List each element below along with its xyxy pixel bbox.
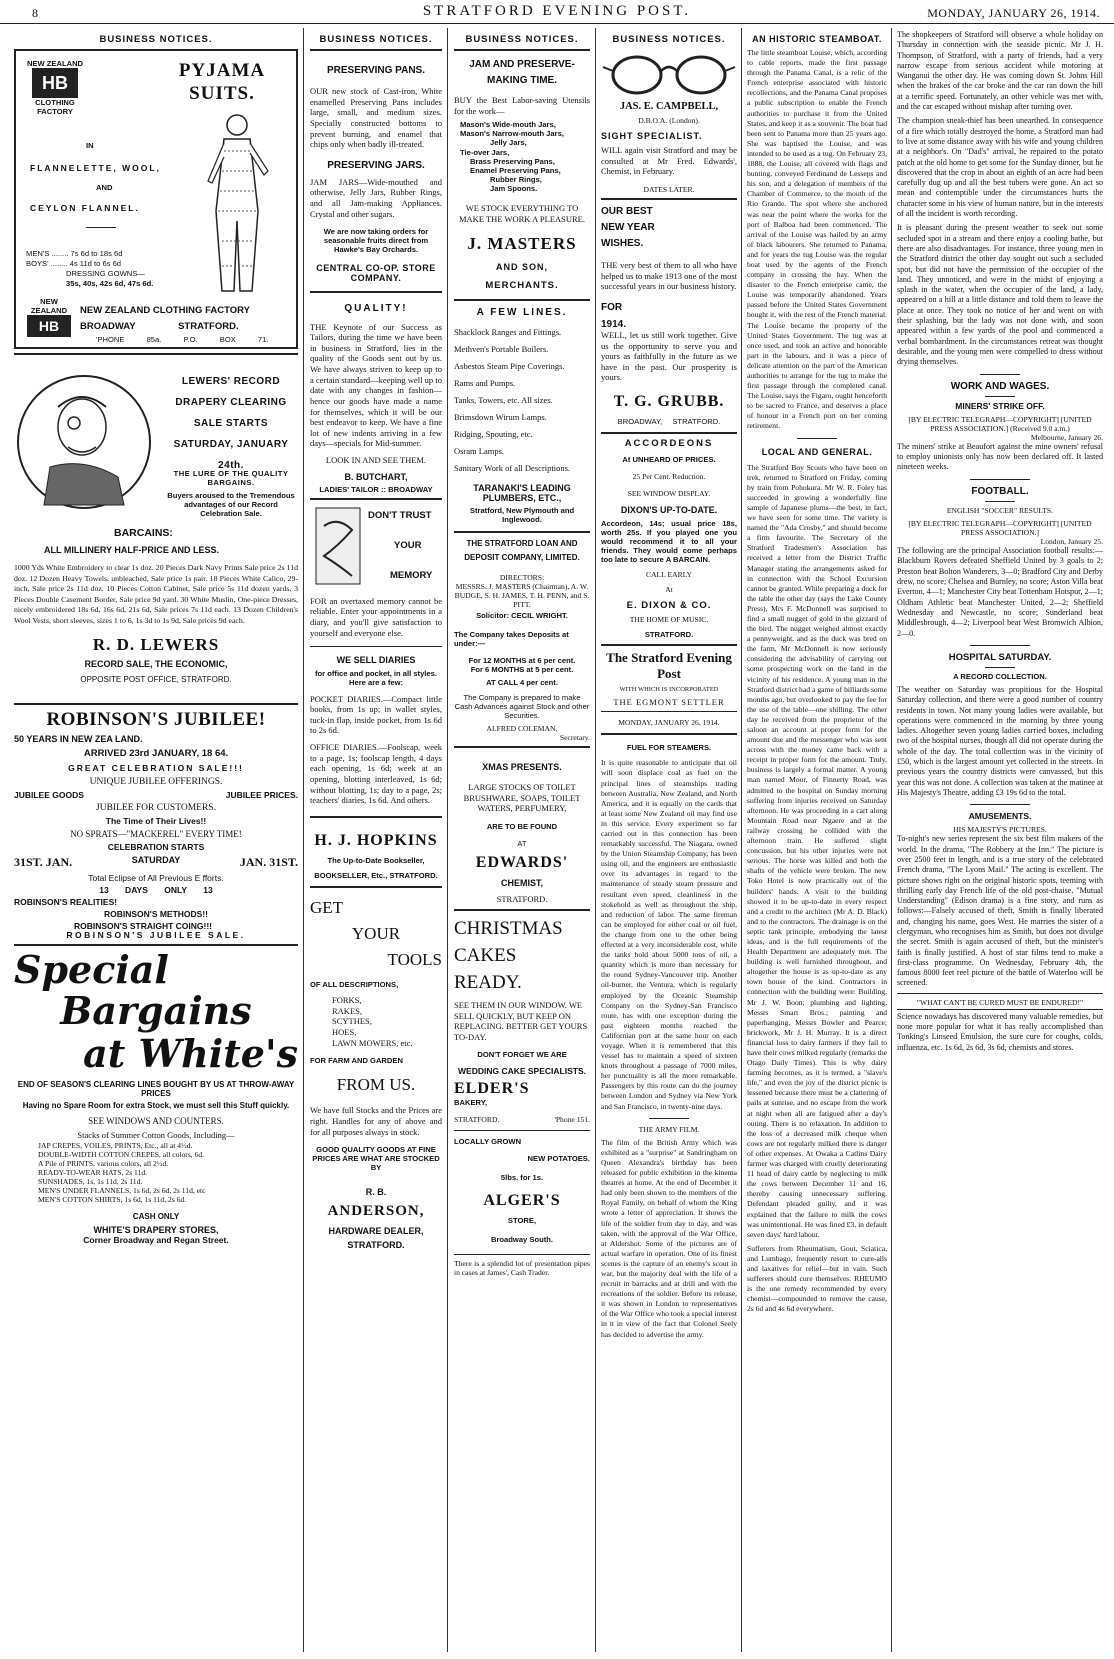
trust-line: MEMORY xyxy=(390,569,433,581)
taranaki-address: Stratford, New Plymouth and Inglewood. xyxy=(469,506,575,525)
pyjama-address: BROADWAY STRATFORD. xyxy=(80,321,239,332)
new-potatoes: NEW POTATOES. xyxy=(527,1153,590,1163)
anderson-name: ANDERSON, xyxy=(327,1202,425,1219)
section-rule xyxy=(985,396,1015,397)
elder-bakery: BAKERY, xyxy=(454,1097,488,1107)
masthead-date: MONDAY, JANUARY 26, 1914. xyxy=(927,6,1100,20)
section-rule xyxy=(970,479,1030,480)
hb-logo xyxy=(24,59,86,116)
robinson-years: 50 YEARS IN NEW ZEA LAND. xyxy=(14,734,143,744)
tool-item: FORKS, xyxy=(332,995,362,1006)
robinson-line: SATURDAY xyxy=(131,855,181,865)
column-3 xyxy=(454,28,590,1652)
work-wages-title: WORK AND WAGES. xyxy=(950,380,1050,392)
section-rule xyxy=(310,291,442,293)
forget-text: DON'T FORGET WE ARE xyxy=(477,1050,567,1060)
tools-your: YOUR xyxy=(351,924,401,943)
section-rule xyxy=(454,49,590,51)
tools-of-all: OF ALL DESCRIPTIONS, xyxy=(310,980,399,989)
divider xyxy=(86,227,116,228)
column-rule xyxy=(741,28,742,1652)
alger-address: Broadway South. xyxy=(490,1235,554,1245)
jam-item: Jelly Jars, xyxy=(490,138,527,148)
robinson-advert xyxy=(14,709,298,931)
deposits-intro: The Company takes Deposits at under:— xyxy=(454,630,569,649)
at-text: AT xyxy=(517,839,527,849)
edwards-name: EDWARDS' xyxy=(475,854,569,872)
section-rule xyxy=(649,1118,689,1119)
miners-telegraph: [BY ELECTRIC TELEGRAPH—COPYRIGHT] [UNITED PRESS ASSOCIATION.] (Received 9.0 a.m.) xyxy=(908,414,1092,433)
jam-item: Enamel Preserving Pans, xyxy=(470,165,561,175)
whites-line2: Having no Spare Room for extra Stock, we must sell this Stuff quickly. xyxy=(22,1101,290,1110)
sight-specialist: SIGHT SPECIALIST. xyxy=(601,131,703,142)
section-rule xyxy=(454,746,590,748)
section-rule xyxy=(797,438,837,439)
lewers-buyers: Buyers aroused to the Tremendous advantages of our Record Celebration Sale. xyxy=(167,491,295,518)
soccer-telegraph: [BY ELECTRIC TELEGRAPH—COPYRIGHT] [UNITED PRESS ASSOCIATION.] xyxy=(908,518,1092,537)
robinson-line: JAN. 31ST. xyxy=(239,855,298,869)
robinson-line: ROBINSON'S STRAIGHT COING!!! xyxy=(74,921,213,931)
jam-item: Brass Preserving Pans, xyxy=(470,156,555,166)
post-title: The Stratford Evening Post xyxy=(606,649,732,681)
orders-text: We are now taking orders for seasonable fruits direct from Hawke's Bay Orchards. xyxy=(323,227,429,255)
section-rule xyxy=(985,501,1015,502)
column-rule xyxy=(303,28,304,1652)
section-rule xyxy=(601,198,737,200)
grubb-address: BROADWAY, STRATFORD. xyxy=(617,417,721,427)
quality-title: QUALITY! xyxy=(344,302,408,314)
local-general-title: LOCAL AND GENERAL. xyxy=(761,446,873,457)
lewers-sub: RECORD SALE, THE ECONOMIC, xyxy=(84,659,228,669)
robinson-line: JUBILEE PRICES. xyxy=(225,790,298,800)
window-text: SEE THEM IN OUR WINDOW. WE SELL QUICKLY, BUT KEEP ON REPLACING. BETTER GET YOURS TO-DAY. xyxy=(454,999,588,1042)
lewers-barcains: BARCAINS: xyxy=(114,527,173,539)
whites-item: Stacks of Summer Cotton Goods, Including— xyxy=(77,1130,235,1140)
section-rule xyxy=(454,1254,590,1255)
section-rule xyxy=(601,432,737,434)
well-body: WELL, let us still work together. Give us the opportunity to serve you and yours as faithfully in the future as we have in the past. Our prosperity is yours. xyxy=(601,329,737,383)
pans-body: OUR new stock of Cast-iron, White enamelled Preserving Pans includes large, small, and medium sizes. Specially constructed bottoms to prevent burning, and enamel that chips only when badly ill-treated. xyxy=(310,86,442,150)
pyjama-gowns: DRESSING GOWNS— xyxy=(66,269,145,278)
hospital-body: The weather on Saturday was propitious for the Hospital Saturday collection, and there were a good number of country residents in town. Not many young ladies were available, but operations were commenced in the morning by three young ladies. Altogether seven young ladies carried boxes, including two of the hospital nurses, though all did not operate during the whole of the day. The total collection was in the vicinity of £50, which is the largest amount yet collected in the streets. In previous years the country districts were canvassed, but this year this was not done. A collection was taken at the matinee at His Majesty's Theatre, adding £3 19s 6d to the total. xyxy=(897,684,1103,797)
from-us: FROM US. xyxy=(336,1075,416,1095)
tools-tools: TOOLS xyxy=(387,950,442,969)
anderson-trade: HARDWARE DEALER, xyxy=(328,1225,424,1236)
section-rule xyxy=(897,993,1103,994)
elder-phone: 'Phone 151. xyxy=(554,1114,590,1124)
section-rule xyxy=(897,1009,1103,1010)
cakes-line: CAKES xyxy=(454,944,517,966)
pyjama-and: AND xyxy=(96,183,113,192)
alger-store: STORE, xyxy=(507,1216,537,1226)
toilet-stocks: LARGE STOCKS OF TOILET BRUSHWARE, SOAPS, TOILET WATERS, PERFUMERY, xyxy=(463,782,581,814)
column-header: BUSINESS NOTICES. xyxy=(612,34,726,45)
robinson-line: ROBINSON'S REALITIES! xyxy=(14,897,118,907)
diaries-sub: for office and pocket, in all styles. Here are a few: xyxy=(315,669,437,688)
jam-item: Tie-over Jars, xyxy=(460,147,510,157)
post-settler: THE EGMONT SETTLER xyxy=(613,696,725,707)
whites-address: Corner Broadway and Regan Street. xyxy=(83,1235,229,1246)
elder-name: ELDER'S xyxy=(454,1079,530,1097)
local-general-body: The Stratford Boy Scouts who have been on trek, returned to Stratford on Friday, coming by train from Pohokura. Mr W. R. Foley has succeeded in growing a wonderfully fine sample of Japanese plums—the best, in fact, we have seen for some time. The variety is named the "Ada Crosby," and should become a firm favourite. The Secretary of the Stratford Tradesmen's Association has received a letter from the District Traffic Manager stating the arrangements asked for in connection with the School Excursion cannot be granted. While preparing a duck for the table the other day (says the Lake County Press), Mrs F. McDonnell was surprised to find a small nugget of gold in the gizzard of the bird. The nugget weighed almost exactly a pennyweight, and as the duck was bred on the farm, Mr McDonnell is now seriously considering the advisability of carrying out some prospecting work on the land in the vicinity of his residence. A young man in the Stratford district had a game of billiards some months ago, but overlooked to pay the fee for the use of the table—one shilling. The other day he received from the proprietor of the saloon an account at proper form for the amount due and the messenger who was sent across with the money came back with a receipt in proper form for the amount. Truly, business is largely a formal matter. A young man named Moor, of Finnerty Road, was admitted to the hospital on Sunday morning suffering from injuries received on Saturday afternoon. He was proceeding in a cart along Mountain Road near Ngaere and at the railway crossing he collided with the afternoon train. He suffered slight concussion, but his other injuries were not serious. The horse was killed and both the shafts of the vehicle were broken. The new Toko Hotel is now practically out of the builders' hands. A visit to the building showed it to be up-to-date in every respect and a credit to the architect (Mr A. D. Black) and to the contractors. The drainage is on the septic tank principle, embodying the latest ideas, and is the full requirements of the Health Department are adequately met. The building is well furnished throughout, and altogether the house is as up-to-date as any town house of the kind. Contractors in connection with the building were: Building, Mr J. W. Boon; plumbing and lighting, Messrs Smart Bros.; painting and paperhanging, Messrs Bowler and Pearce; brickwork, Mr J. H. Murray. It is a direct financial loss to dairy farmers if they fail to have their cows milked regularly (remarks the Otago Daily Times). This is why dairy farming becomes, as it is termed, a "slave's life," and even the joy of the district picnic is lessened because there must be a clattering of pails at sunrise, and no escape from the work at night when all are fatigued after a day's outing. There is no relaxation. In addition to the loss of a decreased milk cheque when cows are not regularly milked there is danger of other expenses. At Owaka a Catlins Dairy farmer was charged with cruelly deteriorating 11 head of dairy cattle by neglecting to milk the cows between December 11 and 16, thereby causing unnecessary suffering. Defendant pleaded guilty, and it was explained that the failure to milk the cows was unintentional. He was fined £3, in default seven days' hard labour. xyxy=(747,462,887,1239)
shopkeepers-text: The shopkeepers of Stratford will observe a whole holiday on Thursday in connection with the seaside picnic. Mr J. H. Thompson, of Stratford, with a party of friends, had a very narrow escape from serious accident while motoring at Wanganui the other day. He was coming down St. Johns Hill when the brakes of the car broke and the car ran down the hill at a terrific speed. Fortunately, an other vehicle was met with, and the car escaped without mishap after turning over. xyxy=(897,30,1103,112)
column-header: BUSINESS NOTICES. xyxy=(99,34,213,45)
pyjama-advert xyxy=(14,49,298,349)
amusements-title: AMUSEMENTS. xyxy=(968,811,1032,822)
section-rule xyxy=(454,299,590,301)
spectacles-illustration xyxy=(601,49,737,99)
section-rule xyxy=(310,816,442,818)
jam-item: Jam Spoons. xyxy=(490,184,538,194)
masters-son: AND SON, xyxy=(495,262,548,273)
few-item: Asbestos Steam Pipe Coverings. xyxy=(454,361,565,372)
tools-good: GOOD QUALITY GOODS AT FINE PRICES ARE WHAT ARE STOCKED BY xyxy=(312,1145,440,1173)
pans-title: PRESERVING PANS. xyxy=(327,65,425,76)
hopkins-name: H. J. HOPKINS xyxy=(314,831,438,849)
whites-at: at White's xyxy=(83,1031,298,1076)
pleasant-text: It is pleasant during the present weather to seek out some secluded spot in a stream and there enjoy a cooling bathe, but there are also disadvantages. For instance, three young men in the Stratford district the other day sought out such a secluded spot, but did not have the permission of the occupier of the land. They unnoticed, and were in the midst of enjoying a splash in the water, when the occupier of the land, a lady, appeared on a hill at a little distance and told them to leave the place at once. They took no notice of her and went on with their splashing, but the lady was not done with, and soon appeared within a few yards of the pool and commenced a verbal bombardment. In the circumstances retreat was thought desirable, and the young men were compelled to dress without drying themselves. xyxy=(897,223,1103,367)
column-1 xyxy=(14,28,298,1652)
whites-line1: END OF SEASON'S CLEARING LINES BOUGHT BY US AT THROW-AWAY PRICES xyxy=(17,1080,295,1098)
quality-body: THE Keynote of our Success as Tailors, during the time we have been in business in Stratford, lies in the quality of the Goods sent out by us. We have always striven to keep up to a certain standard—keeping well up to date with any changes in fashion—hence our goods have made a name for themselves, which it will be our best endeavor to keep. We have a fine lot of new indents arriving in a few days—specials for Mid-summer. xyxy=(310,321,442,449)
cured-body: Science nowadays has discovered many valuable remedies, but none more popular for what it has really accomplished than Tonking's Linseed Emulsion, the sure cure for coughs, colds, influenza, etc. 1s 6d, 2s 6d, 3s 6d, chemists and stores. xyxy=(897,1011,1103,1052)
lewers-advert xyxy=(14,359,298,699)
jars-title: PRESERVING JARS. xyxy=(327,159,425,171)
directors-label: DIRECTORS: xyxy=(499,572,545,582)
whites-item: READY-TO-WEAR HATS, 2s 11d. xyxy=(38,1167,148,1177)
ready-line: READY. xyxy=(454,971,522,993)
miners-dateline: Melbourne, January 26. xyxy=(1030,432,1103,442)
campbell-name: JAS. E. CAMPBELL, xyxy=(619,101,719,112)
wishes-line: OUR BEST xyxy=(601,206,653,218)
lewers-millinery: ALL MILLINERY HALF-PRICE AND LESS. xyxy=(44,545,220,555)
robinson-line: CELEBRATION STARTS xyxy=(107,842,205,852)
whites-item: JAP CREPES, VOILES, PRINTS, Etc., all at 4½d. xyxy=(38,1140,193,1150)
logo-top-text: NEW ZEALAND xyxy=(26,59,84,68)
fuel-title: FUEL FOR STEAMERS. xyxy=(626,743,712,753)
hopkins-sub: The Up-to-Date Bookseller, xyxy=(327,855,425,865)
masthead-title: STRATFORD EVENING POST. xyxy=(422,3,692,19)
amusements-body: To-night's new series represent the six best film makers of the world. In the drama, "The Robbery at the Inn." The picture is over 2500 feet in length, and is a true story of the celebrated French drama, "The Lyons Mail." The acting is excellent. The picture shows right on the original historic spots, teeming with thrilling early day French life of the old post-chaise. "Mutual Understanding" (Edison drama) is a fine story, and runs as follows:—Falsely accused of theft, Smith is finally liberated and, changing his name, goes West. He marries the sister of a clergyman, who recognises him as Smith, but does not divulge the secret. Smith is again accused of theft, but the minister's faith is finally justified. A host of star films tend to make a first-class programme. On Wednesday, February 4th, the famous 8000 feet reel picture of the battle of Waterloo will be screened. xyxy=(897,834,1103,988)
year-text: 1914. xyxy=(601,318,627,330)
whites-advert xyxy=(14,947,298,1246)
section-rule xyxy=(454,909,590,911)
army-body: The film of the British Army which was exhibited as a "surprise" at Sandringham on Queen Alexandra's birthday has been released for public exhibition in the kinema theatres at home. At the end of December it had only been shown to the members of the Royal Family, on behalf of whom the King wrote a letter of appreciation. It shows the life of the soldier from day to day, and was taken, with the approval of the War Office, at Aldershot. Some of the pictures are of actual warfare in operation. One of its finest scenes is the capture of an enemy's scout in war, but the majority deal with the life of a recruit in barracks and at drill and with the recreations of the soldier. Before its release, it was shown in London to representatives of the War Office who took a special interest in it in view of the fact that Colonel Seely has decided to advertise the army. xyxy=(601,1137,737,1339)
robinson-line: JUBILEE FOR CUSTOMERS. xyxy=(96,803,216,813)
robinson-line: The Time of Their Lives!! xyxy=(105,816,207,826)
robinson-line: JUBILEE GOODS xyxy=(14,790,84,800)
fuel-body: It is quite reasonable to anticipate that oil will soon displace coal as fuel on the principal lines of steamships trading between Australia, New Zealand, and North America, and it is equally on the cards that at least some New Zealand oil may find use in this service. Every experiment so far carried out in this connection has been remarkably successful. The Niagara, owned by the Union Steamship Company, has been using oil, and the engineers are enthusiastic over its advantages in regard to the maintenance of steady steam pressure and resultant even speed, cleanliness in the stokehold as well as throughout the ship, and reduction of labor. The same fireman can be employed for either coal or oil fuel, the change from one to the other being effected at a very inconsiderable cost, while the tanks hold about 5000 tons of oil, a quantity which is more than necessary for the round Sydney-Vancouver trip. Another oil-burner, the Ventura, which is regularly employed by the Oceanic Steamship Company on the Sydney-San Francisco route, has with one exception during the past eighteen months reached the Californian port at the same hour on each voyage. When it is remembered that this vessel has to maintain a speed of sixteen knots throughout a passage of 7000 miles, her punctuality is all the more remarkable. Passengers by this route can do the journey between London and Sydney via New York and San Francisco, in twenty-nine days. xyxy=(601,758,737,1111)
accordeons-title: ACCORDEONS xyxy=(624,438,714,450)
pyjama-company: NEW ZEALAND CLOTHING FACTORY xyxy=(80,305,250,316)
tool-item: SCYTHES, xyxy=(332,1016,372,1027)
dixon-at: At xyxy=(665,585,673,595)
soccer-dateline: London, January 25. xyxy=(1040,537,1103,547)
for-text: FOR xyxy=(601,301,623,313)
miners-body: The miners' strike at Beaufort against the mine owners' refusal to employ unionists only has now been declared off. It lasted nineteen weeks. xyxy=(897,441,1103,472)
hb-logo-mark: HB xyxy=(32,68,78,98)
anderson-town: STRATFORD. xyxy=(347,1239,405,1250)
lewers-name: R. D. LEWERS xyxy=(92,635,220,654)
section-rule xyxy=(454,1130,590,1131)
wishes-line: WISHES. xyxy=(601,238,644,250)
section-rule xyxy=(970,804,1030,805)
call-early: CALL EARLY xyxy=(646,570,692,580)
few-item: Shacklock Ranges and Fittings. xyxy=(454,327,562,338)
masthead xyxy=(0,0,1114,24)
column-5 xyxy=(747,28,887,1652)
robinson-line: 31ST. JAN. xyxy=(14,855,73,869)
section-rule xyxy=(985,667,1015,668)
accordeons-reduction: 25 Per Cent. Reduction. xyxy=(632,472,706,482)
robinson-line: 13 DAYS ONLY 13 xyxy=(99,885,213,895)
post-incorporated: WITH WHICH IS INCORPORATED xyxy=(619,685,719,693)
butchart-name: B. BUTCHART, xyxy=(344,471,408,482)
section-rule xyxy=(601,733,737,735)
pyjama-gowns-prices: 35s, 40s, 42s 6d, 47s 6d. xyxy=(66,279,154,288)
soccer-body: The following are the principal Association football results:—Blackburn Rovers defeated Sheffield United by 3 goals to 2; Preston beat Bolton Wanderers, 3—0; Bradford City and Derby drew, no score; Chelsea and Burnley, no score; Aston Villa beat Everton, 4—1; Manchester City beat Tottenham Hotspur, 2—1; Oldham Athletic beat Manchester United, 2—2; Sheffield Wednesday and Newcastle, no score; Sunderland beat Middlesbrough, 4—2; Liverpool beat West Bromwich Albion, 2—0. xyxy=(897,546,1103,638)
hospital-collection: A RECORD COLLECTION. xyxy=(953,671,1047,681)
masters-merchants: MERCHANTS. xyxy=(485,280,559,292)
window-display: SEE WINDOW DISPLAY. xyxy=(627,489,711,499)
hb-logo-mark: HB xyxy=(27,315,71,337)
section-rule xyxy=(310,886,442,888)
column-header: BUSINESS NOTICES. xyxy=(319,34,433,45)
coleman-name: ALFRED COLEMAN, xyxy=(486,724,558,734)
tools-get: GET xyxy=(310,898,344,917)
deposit-rate: For 12 MONTHS at 6 per cent. xyxy=(468,656,576,666)
pocket-diaries: POCKET DIARIES.—Compact little books, from 1s up; in wallet styles, tuck-in flap, inside pocket, from 1s 6d to 2s 6d. xyxy=(310,693,442,736)
robinson-line: UNIQUE JUBILEE OFFERINGS. xyxy=(89,777,223,787)
section-rule xyxy=(310,646,442,647)
few-item: Ridging, Spouting, etc. xyxy=(454,429,533,440)
xmas-title: XMAS PRESENTS. xyxy=(482,762,562,773)
majestys-title: HIS MAJESTY'S PICTURES. xyxy=(953,825,1047,835)
whites-cash: CASH ONLY xyxy=(132,1212,180,1222)
section-rule xyxy=(14,703,298,705)
masters-name: J. MASTERS xyxy=(467,234,577,254)
section-rule xyxy=(454,531,590,533)
whites-item: A Pile of PRINTS, various colors, all 2½d. xyxy=(38,1158,169,1168)
dixon-town: STRATFORD. xyxy=(644,630,694,640)
army-title: THE ARMY FILM. xyxy=(638,1124,700,1134)
hospital-title: HOSPITAL SATURDAY. xyxy=(948,651,1052,663)
robinson-line: NO SPRATS—"MACKEREL" EVERY TIME! xyxy=(70,829,242,839)
column-rule xyxy=(447,28,448,1652)
pyjama-price-boys: BOYS' ........ 4s 11d to 6s 6d xyxy=(26,259,122,268)
logo-top-text: NEW ZEALAND xyxy=(30,297,68,316)
tool-item: HOES, xyxy=(332,1026,357,1037)
robinson-arrived: ARRIVED 23rd JANUARY, 18 64. xyxy=(83,748,229,759)
section-rule xyxy=(980,374,1020,375)
page-marker: 8 xyxy=(32,6,38,20)
robinson-line: Total Eclipse of All Previous E fforts. xyxy=(88,873,224,883)
miners-title: MINERS' STRIKE OFF. xyxy=(955,400,1045,411)
whites-special: Special xyxy=(14,947,169,992)
robinson-line: GREAT CELEBRATION SALE!!! xyxy=(68,763,244,773)
few-lines-title: A FEW LINES. xyxy=(476,307,568,319)
column-4 xyxy=(601,28,737,1652)
dixon-body: Accordeon, 14s; usual price 18s, worth 25s. If you played one you would recommend it to all your friends. They would come perhaps too late to secure A BARCAIN. xyxy=(601,518,737,564)
lewers-body: 1000 Yds White Embroidery to clear 1s doz. 20 Pieces Dark Navy Prints Sale price 2s 11d doz. 12 Dozen Heavy Towels, unbleached, Sale price 1s pair. 18 Pieces White Calico, 29-inch, Sale price 2s 11d doz. 10 Pieces Cotton Cabinet, Sale price 5s 11d dozen yards. 3 Pieces Double Casement Border, Sale price 9d yard. 30 White Muslin, One-piece Dresses, nicely embroidered 18s 6d, 16s 6d, 21s 6d, Sale prices 7s 11d each. 13 Dozen Children's Wool Vests, short sleeves, sizes 1 to 6, 1s 3d to 1s 9d, Sale prices 9d each. xyxy=(14,563,298,625)
hb-logo-small xyxy=(24,297,74,337)
dixon-up-to-date: DIXON'S UP-TO-DATE. xyxy=(620,504,718,515)
pyjama-in: IN xyxy=(86,141,94,150)
found-text: ARE TO BE FOUND xyxy=(486,822,558,832)
cured-title: "WHAT CAN'T BE CURED MUST BE ENDURED!" xyxy=(916,997,1084,1007)
deposit-rate: For 6 MONTHS at 5 per cent. xyxy=(470,665,574,675)
jam-body: BUY the Best Labor-saving Utensils for the work— xyxy=(454,95,590,116)
diaries-title: WE SELL DIARIES xyxy=(336,655,416,666)
whites-line3: SEE WINDOWS AND COUNTERS. xyxy=(88,1116,224,1126)
jam-title: JAM AND PRESERVE-MAKING TIME. xyxy=(469,59,575,86)
whites-item: SUNSHADES, 1s, 1s 11d, 2s 11d. xyxy=(38,1177,143,1187)
robinson-title: ROBINSON'S JUBILEE! xyxy=(46,709,266,730)
whites-item: DOUBLE-WIDTH COTTON CREPES, all colors, 6d. xyxy=(38,1149,205,1159)
office-diaries: OFFICE DIARIES.—Foolscap, week to a page, 1s; foolscap length, 4 days each opening, 1s 6d; week at an opening, blotting interleaved, 1s 6d; without blotting, 1s; day to a page, 2s; teachers' diaries, 1s 6d. And others. xyxy=(310,742,442,806)
directors-names: MESSRS. J. MASTERS (Chairman), A. W. BUDGE, S. H. JAMES, T. H. PENN, and S. PITT. xyxy=(454,581,590,609)
logo-bottom-text: CLOTHING FACTORY xyxy=(35,98,75,117)
man-with-monocle-illustration xyxy=(14,367,154,517)
section-rule xyxy=(14,944,298,946)
locally-grown: LOCALLY GROWN xyxy=(454,1136,522,1146)
lewers-address: OPPOSITE POST OFFICE, STRATFORD. xyxy=(80,675,232,684)
grubb-name: T. G. GRUBB. xyxy=(613,393,725,411)
whites-item: MEN'S UNDER FLANNELS, 1s 6d, 2s 6d, 2s 11d, etc xyxy=(38,1186,206,1196)
column-6 xyxy=(897,28,1103,1652)
dixon-home: THE HOME OF MUSIC. xyxy=(629,615,709,625)
robinson-jubilee-sale: ROBINSON'S JUBILEE SALE. xyxy=(66,930,246,940)
sight-body: WILL again visit Stratford and may be consulted at Mr Fred. Edwards', Chemist, in February. xyxy=(601,145,737,177)
soccer-title: ENGLISH "SOCCER" RESULTS. xyxy=(946,505,1054,515)
anderson-initials: R. B. xyxy=(365,1186,387,1197)
column-rule xyxy=(595,28,596,1652)
pyjama-price-men: MEN'S ........ 7s 6d to 18s 6d xyxy=(26,249,123,258)
coleman-title: Secretary. xyxy=(559,733,590,743)
dixon-name: E. DIXON & CO. xyxy=(626,600,712,612)
pipes-note: There is a splendid lot of presentation pipes in cases at James', Cash Trader. xyxy=(454,1259,590,1278)
post-date: MONDAY, JANUARY 26, 1914. xyxy=(618,718,720,728)
section-rule xyxy=(310,49,442,51)
taranaki-plumbers: TARANAKI'S LEADING PLUMBERS, ETC., xyxy=(473,483,571,504)
rheumo-advert: Sufferers from Rheumatism, Gout, Sciatica, and Lumbago, frequently resort to cure-alls and laxatives for relief—but in vain. Such sufferers should cure themselves. RHEUMO is the one remedy recommended by every chemist—compounded to remove the cause, 2s 6d and 4s 6d everywhere. xyxy=(747,1243,887,1314)
steamboat-title: AN HISTORIC STEAMBOAT. xyxy=(752,34,882,44)
deposit-rate: AT CALL 4 per cent. xyxy=(486,677,558,687)
man-in-pyjamas-illustration xyxy=(194,111,280,296)
few-item: Rams and Pumps. xyxy=(454,378,516,389)
robinson-line: ROBINSON'S METHODS!! xyxy=(103,909,209,919)
whites-bargains: Bargains xyxy=(60,988,252,1033)
wedding-text: WEDDING CAKE SPECIALISTS. xyxy=(458,1065,586,1076)
section-rule xyxy=(601,644,737,646)
column-header: BUSINESS NOTICES. xyxy=(465,34,579,45)
lewers-lure: THE LURE OF THE QUALITY BARGAINS. xyxy=(173,469,289,487)
trust-line: YOUR xyxy=(394,539,422,551)
christmas-line: CHRISTMAS xyxy=(454,917,563,939)
few-item: Methven's Portable Boilers. xyxy=(454,344,549,355)
section-rule xyxy=(601,711,737,712)
whites-store: WHITE'S DRAPERY STORES, xyxy=(93,1225,219,1236)
column-2 xyxy=(310,28,442,1652)
steamboat-body: The little steamboat Louise, which, according to cable reports, made the first passage through the Panama Canal, is a relic of the French enterprise associated with historic recollections, and the Panama Canal proposes a public subscription to enable the French authorities to purchase it from the United States, and keep it as a souvenir. The boat had been sent to Panama more than 25 years ago. She was baptised the Louise, and was intended to be used as a tug. On February 23, 1888, the Louise, all covered with flags and bunting, conveyed Ferdinand de Lesseps and his son, and a delegation of members of the Chamber of Commerce, to the mouth of the Rio Grande. The spot where she anchored was near the point where the works for the port of Balboa had been commenced. The arrival of the Louise was hailed by an army of black labourers. She returned to Panama, and for years the tug Louise was the regular boat used by the agents of the French company in crossing the bay. When the disaster to the French enterprise came, the Louise was temporarily abandoned. Years passed before the United States Government bought it, with the rest of the French material. The Louise became the property of the United States Government. The tug was at once used, and took an active and honorable part in the labours, and it was a piece of delicate attention on the part of the American authorities to arrange for the tug to make the first passage through the completed canal. The Louise, says the Figaro, ought henceforth to be sacred to France, and deserves a place of honour in a French port on her coming retirement. xyxy=(747,48,887,431)
jars-body: JAM JARS—Wide-mouthed and otherwise, Jelly Jars, Rubber Rings, and all Jam-making Appliances. Crystal and other sugars. xyxy=(310,176,442,219)
column-rule xyxy=(891,28,892,1652)
dates-later: DATES LATER. xyxy=(643,184,695,194)
few-item: Tanks, Towers, etc. All sizes. xyxy=(454,395,553,406)
campbell-dboa: D.B.O.A. (London). xyxy=(638,116,700,125)
solicitor: Solicitor: CECIL WRIGHT. xyxy=(476,611,568,621)
pyjama-phone: 'PHONE 85a. P.O. BOX 71. xyxy=(96,335,269,344)
knotted-string-illustration xyxy=(314,506,362,586)
section-rule xyxy=(14,353,298,355)
for-farm: FOR FARM AND GARDEN xyxy=(310,1056,403,1066)
butchart-tailor: LADIES' TAILOR :: BROADWAY xyxy=(319,484,433,494)
wishes-body: THE very best of them to all who have helped us to make 1913 one of the most successful years in our business history. xyxy=(601,260,737,292)
elder-town: STRATFORD. xyxy=(454,1114,500,1124)
edwards-chemist: CHEMIST, xyxy=(500,878,543,889)
hopkins-address: BOOKSELLER, Etc., STRATFORD. xyxy=(314,870,438,880)
few-item: Sanitary Work of all Descriptions. xyxy=(454,463,571,474)
lewers-title: LEWERS' RECORD DRAPERY CLEARING SALE STARTS SATURDAY, JANUARY 24th. xyxy=(173,376,289,471)
pyjama-line1: FLANNELETTE, WOOL, xyxy=(30,163,161,173)
few-item: Osram Lamps. xyxy=(454,446,505,457)
edwards-town: STRATFORD. xyxy=(496,894,548,905)
section-rule xyxy=(970,645,1030,646)
tool-item: LAWN MOWERS, etc. xyxy=(332,1037,413,1048)
whites-item: MEN'S COTTON SHIRTS, 1s 6d, 1s 11d, 2s 6d. xyxy=(38,1195,187,1205)
pyjama-line2: CEYLON FLANNEL. xyxy=(30,203,140,213)
section-rule xyxy=(310,498,442,500)
pyjama-title: PYJAMA SUITS. xyxy=(178,60,266,104)
memory-advert xyxy=(310,506,442,596)
football-title: FOOTBALL. xyxy=(971,485,1029,497)
tools-stocks: We have full Stocks and the Prices are right. Handles for any of above and for all purposes always in stock. xyxy=(310,1105,442,1137)
jam-item: Mason's Narrow-mouth Jars, xyxy=(460,129,564,139)
tool-item: RAKES, xyxy=(332,1005,362,1016)
trust-line: DON'T TRUST xyxy=(368,509,432,521)
jam-item: Mason's Wide-mouth Jars, xyxy=(460,120,556,130)
few-item: Brimsdown Wirum Lamps. xyxy=(454,412,547,423)
champion-text: The champion sneak-thief has been unearthed. In consequence of a fire which totally destroyed the home, a Stratford man had to live at some distance away with his wife and young children at a neighbor's. On "Dad's" arrival, he repaired to the potato patch at the old home to get some for the Sunday dinner, but he discovered that the crop in about an eighth of an acre had been carefully dug up and all the best tubers were gone. An act so mean and contemptible under the circumstances hurts the character some in his view of human nature, but in the interests of all the incident is worth recording. xyxy=(897,116,1103,219)
accordeons-unheard: At UNHEARD OF PRICES. xyxy=(622,455,716,465)
alger-name: ALGER'S xyxy=(483,1192,561,1210)
jam-item: Rubber Rings, xyxy=(490,174,542,184)
potato-price: 5lbs. for 1s. xyxy=(500,1173,544,1182)
memory-body: FOR an overtaxed memory cannot be reliable. Enter your appointments in a diary, and you'll give satisfaction to yourself and everyone else. xyxy=(310,595,442,638)
loan-company: THE STRATFORD LOAN AND DEPOSIT COMPANY, LIMITED. xyxy=(464,538,580,562)
stock-everything: WE STOCK EVERYTHING TO MAKE THE WORK A PLEASURE. xyxy=(458,203,585,224)
advances-text: The Company is prepared to make Cash Advances against Stock and other Securities. xyxy=(454,692,590,720)
look-in: LOOK IN AND SEE THEM. xyxy=(325,455,427,466)
central-co-op: CENTRAL CO-OP. STORE COMPANY. xyxy=(316,262,436,283)
wishes-line: NEW YEAR xyxy=(601,222,655,234)
